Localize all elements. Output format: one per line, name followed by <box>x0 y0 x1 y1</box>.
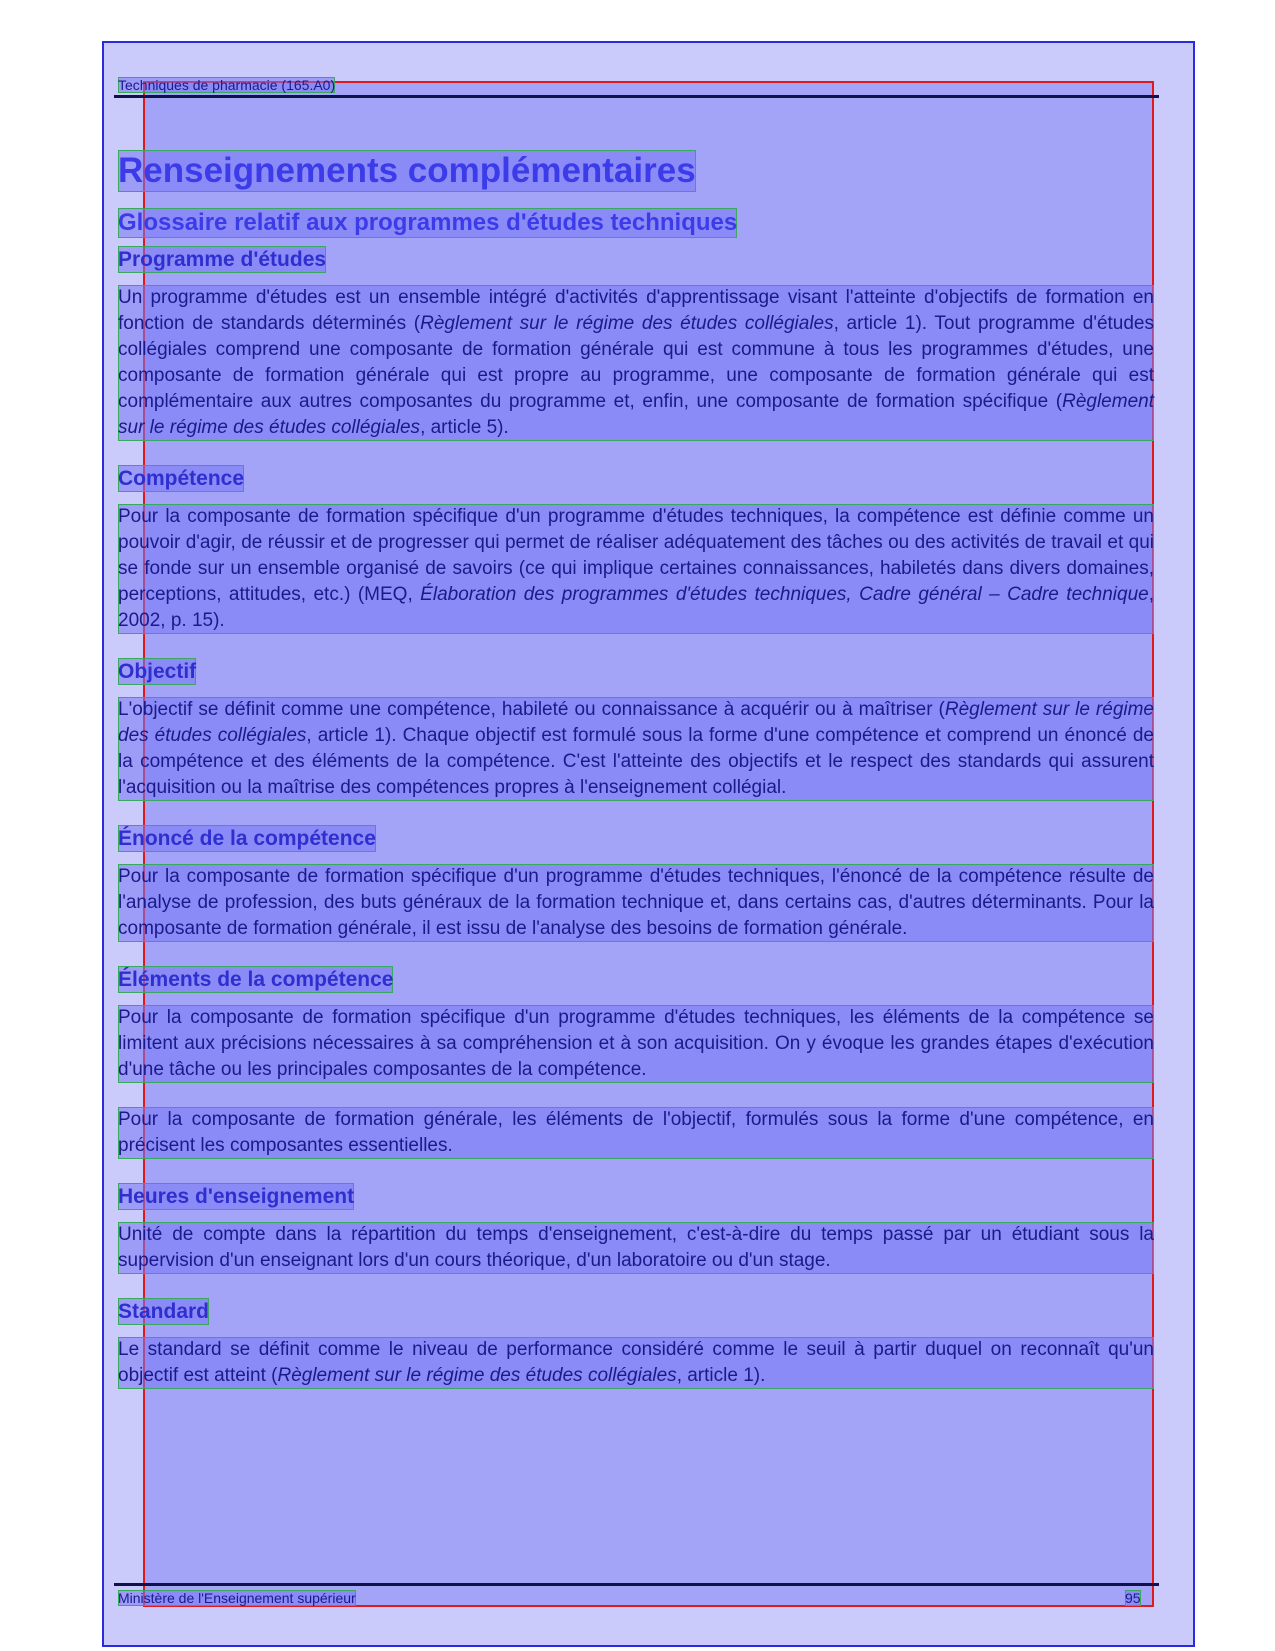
section-heading: Énoncé de la compétence <box>118 827 376 850</box>
running-header: Techniques de pharmacie (165.A0) <box>118 77 336 93</box>
paragraph-text: , article 1). <box>676 1365 766 1386</box>
section-heading: Heures d'enseignement <box>118 1185 355 1208</box>
section-paragraph <box>118 697 1154 801</box>
paragraph-text: Un programme d'études est un ensemble intégré d'activités d'apprentissage visant l'atteinte d'objectifs de formation en fonction de standards déterminés ( <box>118 287 1154 334</box>
section-paragraph <box>118 1005 1154 1083</box>
paragraph-text: Pour la composante de formation spécifique d'un programme d'études techniques, l'énoncé de la compétence résulte de l'analyse de profession, des buts généraux de la formation technique et, dans certains cas, d'autres déterminants. Pour la composante de formation générale, il est issu de l'analyse des besoins de formation générale. <box>118 866 1154 939</box>
section-heading: Programme d'études <box>118 248 327 271</box>
paragraph-text: , article 1). Tout programme d'études collégiales comprend une composante de formation générale qui est commune à tous les programmes d'études, une composante de formation générale qui est propre au programme, une composante de formation générale qui est complémentaire aux autres composantes du programme et, enfin, une composante de formation spécifique ( <box>118 313 1155 412</box>
section-paragraph <box>118 1107 1154 1159</box>
glossary-sections <box>118 246 1154 1389</box>
italic-citation: Règlement sur le régime des études collégiales <box>118 391 1154 438</box>
section-paragraph <box>118 1222 1154 1274</box>
header-rule <box>114 95 1159 98</box>
section-paragraph <box>118 504 1154 634</box>
section-heading: Objectif <box>118 660 197 683</box>
section-heading: Standard <box>118 1300 210 1323</box>
paragraph-text: Le standard se définit comme le niveau de performance considéré comme le seuil à partir duquel on reconnaît qu'un objectif est atteint ( <box>118 1339 1154 1386</box>
paragraph-text: , article 5). <box>420 417 509 438</box>
section-heading: Compétence <box>118 467 245 490</box>
italic-citation: Règlement sur le régime des études collégiales <box>118 699 1154 746</box>
section-paragraph <box>118 285 1154 441</box>
page-number: 95 <box>1125 1590 1141 1606</box>
paragraph-text: , article 1). Chaque objectif est formulé sous la forme d'une compétence et comprend un énoncé de la compétence et des éléments de la compétence. C'est l'atteinte des objectifs et le respect des standards qui assurent l'acquisition ou la maîtrise des compétences propres à l'enseignement collégial. <box>118 725 1154 798</box>
paragraph-text: L'objectif se définit comme une compétence, habileté ou connaissance à acquérir ou à maîtriser ( <box>118 699 945 720</box>
glossary-subtitle: Glossaire relatif aux programmes d'études techniques <box>118 209 738 236</box>
paragraph-text: , 2002, p. 15). <box>118 584 1154 631</box>
italic-citation: Règlement sur le régime des études collégiales <box>420 313 834 334</box>
paragraph-text: Pour la composante de formation spécifique d'un programme d'études techniques, les éléments de la compétence se limitent aux précisions nécessaires à sa compréhension et à son acquisition. On y évoque les grandes étapes d'exécution d'une tâche ou les principales composantes de la compétence. <box>118 1007 1154 1080</box>
paragraph-text: Pour la composante de formation générale, les éléments de l'objectif, formulés sous la forme d'une compétence, en précisent les composantes essentielles. <box>118 1109 1154 1156</box>
document-body <box>118 150 1154 1413</box>
paragraph-text: Unité de compte dans la répartition du temps d'enseignement, c'est-à-dire du temps passé par un étudiant sous la supervision d'un enseignant lors d'un cours théorique, d'un laboratoire ou d'un stage. <box>118 1224 1154 1271</box>
section-paragraph <box>118 864 1154 942</box>
section-paragraph <box>118 1337 1154 1389</box>
page-title: Renseignements complémentaires <box>118 151 696 190</box>
paragraph-text: Pour la composante de formation spécifique d'un programme d'études techniques, la compétence est définie comme un pouvoir d'agir, de réussir et de progresser qui permet de réaliser adéquatement des tâches ou des activités de travail et qui se fonde sur un ensemble organisé de savoirs (ce qui implique certaines connaissances, habiletés dans divers domaines, perceptions, attitudes, etc.) (MEQ, <box>118 506 1154 605</box>
italic-citation: Règlement sur le régime des études collégiales <box>277 1365 677 1386</box>
footer-rule <box>114 1583 1159 1586</box>
italic-citation: Élaboration des programmes d'études techniques, Cadre général – Cadre technique <box>420 584 1149 605</box>
running-footer: Ministère de l'Enseignement supérieur <box>118 1590 356 1606</box>
section-heading: Éléments de la compétence <box>118 968 394 991</box>
